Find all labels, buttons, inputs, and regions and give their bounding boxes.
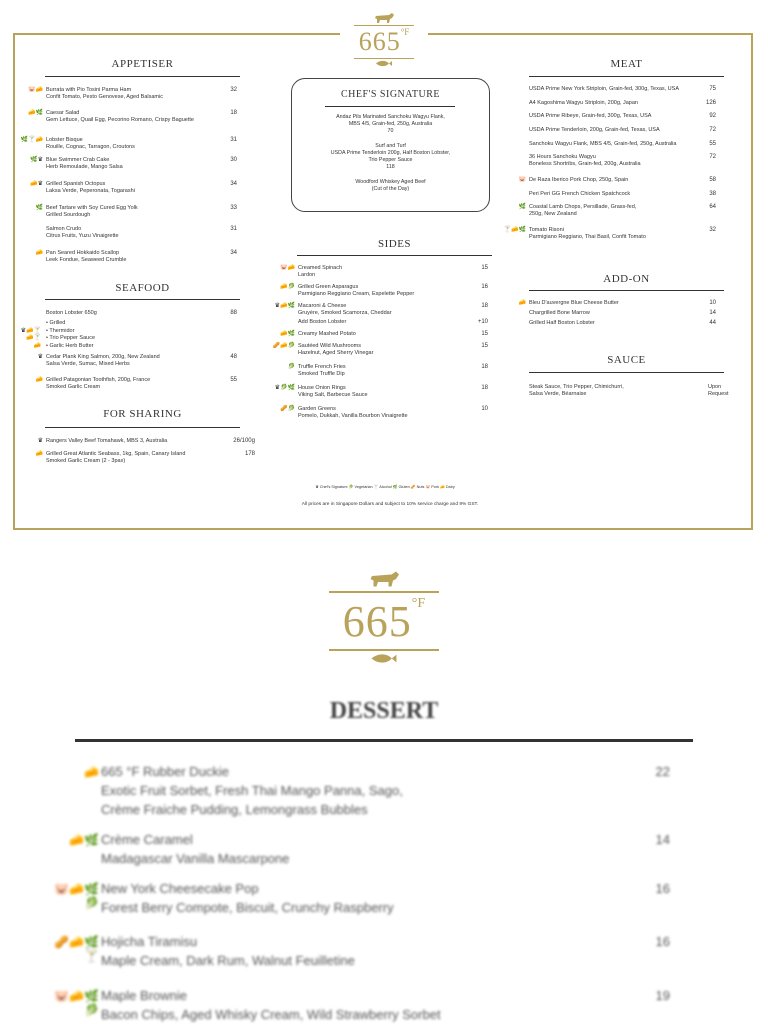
- item-name: Burrata with Pio Tosini Parma Ham: [46, 87, 132, 93]
- item-price: 18: [481, 364, 488, 370]
- item-price: 18: [481, 303, 488, 309]
- lobster-option: • Thermidor: [46, 327, 75, 334]
- item-icons: 🌿♛: [30, 157, 43, 163]
- dessert-item-icons: 🐷🧀🌿🥬: [54, 882, 99, 910]
- logo-top: [340, 12, 428, 74]
- menu-item: [529, 113, 704, 120]
- signature-line: [296, 172, 485, 179]
- item-name: Macaroni & Cheese: [298, 303, 347, 309]
- seafood-heading: SEAFOOD: [115, 282, 170, 294]
- item-desc: Salsa Verde, Sumac, Mixed Herbs: [46, 361, 130, 367]
- dessert-rule: [75, 739, 693, 742]
- item-desc: Smoked Truffle Dip: [298, 371, 345, 377]
- signature-lines: [296, 114, 485, 193]
- signature-heading: CHEF'S SIGNATURE: [341, 89, 440, 100]
- item-desc: Laksa Verde, Peperonata, Togarashi: [46, 188, 135, 194]
- item-icons: 🧀🥬: [280, 284, 295, 290]
- item-price: 10: [481, 406, 488, 412]
- item-desc: Parmigiano Reggiano, Thai Basil, Confit Tomato: [529, 234, 646, 240]
- dessert-item-icons: 🧀: [84, 765, 99, 779]
- signature-line: MBS 4/5, Grain-fed, 250g, Australia: [348, 121, 433, 128]
- item-price: 72: [709, 154, 716, 160]
- item-name: USDA Prime Tenderloin, 200g, Grain-fed, Texas, USA: [529, 127, 660, 133]
- dessert-item-icons: 🐷🧀🌿🥬: [54, 989, 99, 1017]
- dessert-heading: DESSERT: [329, 698, 439, 724]
- item-name: USDA Prime Ribeye, Grain-fed, 300g, Texas, USA: [529, 113, 652, 119]
- item-name: Grilled Patagonian Toothfish, 200g, France: [46, 377, 151, 383]
- item-name: Rangers Valley Beef Tomahawk, MBS 3, Australia: [46, 438, 168, 444]
- item-icons: 🧀♛: [30, 181, 43, 187]
- dessert-item-price: 19: [655, 988, 670, 1003]
- item-desc: Citrus Fruits, Yuzu Vinaigrette: [46, 233, 119, 239]
- item-price: 92: [709, 113, 716, 119]
- item-price: 26/100g: [233, 438, 255, 444]
- item-name: Bleu D'auvergne Blue Cheese Butter: [529, 300, 619, 306]
- item-price: 15: [481, 265, 488, 271]
- item-desc: Viking Salt, Barbecue Sauce: [298, 392, 368, 398]
- item-icons: 🌿: [35, 205, 43, 211]
- signature-line: (Cut of the Day): [371, 186, 410, 193]
- item-name: 36 Hours Sanchoku Wagyu: [529, 154, 596, 160]
- dessert-logo-degree: °F: [411, 596, 426, 611]
- dessert-logo-number: 665: [342, 597, 412, 646]
- item-name: Garden Greens: [298, 406, 336, 412]
- item-desc: Boneless Shortribs, Grain-fed, 200g, Australia: [529, 161, 641, 167]
- item-name: Grilled Spanish Octopus: [46, 181, 106, 187]
- menu-item: [298, 343, 473, 357]
- cow-icon: [373, 12, 395, 24]
- item-desc: Parmigiano Reggiano Cream, Espelette Pepper: [298, 291, 415, 297]
- item-name: A4 Kagoshima Wagyu Striploin, 200g, Japan: [529, 100, 638, 106]
- menu-item: [529, 100, 704, 107]
- menu-item: [529, 141, 704, 148]
- item-name: Peri Peri GG French Chicken Spatchcock: [529, 191, 631, 197]
- dessert-item-price: 22: [655, 764, 670, 779]
- item-price: 178: [244, 451, 255, 457]
- item-name: Sautéed Wild Mushrooms: [298, 343, 361, 349]
- item-price: 32: [709, 227, 716, 233]
- item-desc: Hazelnut, Aged Sherry Vinegar: [298, 350, 374, 356]
- menu-item: [529, 227, 704, 241]
- item-price: 34: [230, 250, 237, 256]
- item-icons: 🥬: [287, 364, 295, 370]
- sauce-line-2: Salsa Verde, Béarnaise: [529, 391, 587, 397]
- fish-icon: [375, 60, 393, 67]
- item-icons: 🧀: [35, 250, 43, 256]
- addon-rule: [529, 290, 724, 291]
- item-price: 16: [481, 284, 488, 290]
- item-name: Caesar Salad: [46, 110, 80, 116]
- signature-line: Trio Pepper Sauce: [368, 157, 413, 164]
- lobster-option: • Grilled: [46, 320, 66, 326]
- lobster-option: • Garlic Herb Butter: [46, 342, 94, 349]
- dessert-item-price: 16: [655, 881, 670, 896]
- item-price: 55: [230, 377, 237, 383]
- menu-item: [46, 181, 231, 195]
- menu-item: [46, 137, 231, 151]
- menu-item: [529, 191, 704, 198]
- menu-item: [46, 438, 231, 445]
- item-desc: 250g, New Zealand: [529, 211, 577, 217]
- item-name: Tomato Risoni: [529, 227, 564, 233]
- addon-heading: ADD-ON: [603, 273, 650, 285]
- logo-degree: °F: [400, 27, 410, 37]
- menu-item: [46, 87, 231, 101]
- menu-item: [529, 300, 704, 307]
- item-icons: 🧀: [35, 377, 43, 383]
- item-name: Creamy Mashed Potato: [298, 331, 356, 337]
- logo-number: 665: [358, 27, 401, 56]
- item-name: USDA Prime New York Striploin, Grain-fed, 300g, Texas, USA: [529, 86, 679, 92]
- item-icons: ♛🧀🌿: [274, 303, 295, 309]
- item-icons: 🐷: [518, 177, 526, 183]
- sides-rule: [297, 255, 492, 256]
- item-price: 38: [709, 191, 716, 197]
- dessert-item-desc: Madagascar Vanilla Mascarpone: [101, 851, 290, 866]
- item-icons: ♛: [37, 354, 43, 360]
- item-name: Salmon Crudo: [46, 226, 82, 232]
- sauce-price-line-1: Upon: [708, 384, 722, 390]
- item-name: Chargrilled Bone Marrow: [529, 310, 590, 316]
- signature-line: 118: [386, 164, 395, 171]
- item-name: Sanchoku Wagyu Flank, MBS 4/5, Grain-fed, 250g, Australia: [529, 141, 677, 147]
- item-desc: Smoked Garlic Cream: [46, 384, 101, 390]
- dessert-item-name: Maple Brownie: [101, 988, 187, 1003]
- menu-item: [46, 205, 231, 219]
- price-footnote: All prices are in Singapore Dollars and subject to 10% service charge and 9% GST.: [301, 502, 479, 507]
- item-price: 34: [230, 181, 237, 187]
- appetiser-heading: APPETISER: [111, 58, 174, 70]
- menu-item: [529, 204, 704, 218]
- item-icons: 🧀🌿: [280, 331, 295, 337]
- item-name: House Onion Rings: [298, 385, 346, 391]
- item-price: 64: [709, 204, 716, 210]
- menu-item: [298, 303, 473, 317]
- dessert-item-name: New York Cheesecake Pop: [101, 881, 259, 896]
- item-price: 31: [230, 137, 237, 143]
- item-icons: 🥜🥬: [280, 406, 295, 412]
- item-icons: 🐷🧀: [280, 265, 295, 271]
- item-desc: Confit Tomato, Pesto Genovese, Aged Balsamic: [46, 94, 163, 100]
- item-price: 18: [481, 385, 488, 391]
- signature-line: USDA Prime Tenderloin 200g, Half Boston Lobster,: [330, 150, 451, 157]
- item-icons: 🌿🍸🧀: [20, 137, 43, 143]
- item-price: 10: [709, 300, 716, 306]
- dessert-item-price: 14: [655, 832, 670, 847]
- menu-item: [298, 331, 473, 338]
- item-icons: ♛🧀🍸: [20, 327, 41, 334]
- menu-item: [46, 451, 231, 465]
- item-icons: 🍸🧀🌿: [503, 227, 526, 233]
- item-icons: 🐷🧀: [28, 87, 43, 93]
- item-desc: Gruyère, Smoked Scamorza, Cheddar: [298, 310, 392, 316]
- dessert-item-icons: 🥜🧀🌿🍸: [54, 935, 99, 963]
- signature-line: [296, 136, 485, 143]
- sauce-text: [529, 384, 699, 398]
- signature-line: Andaz Pils Marinated Sanchoku Wagyu Flank,: [336, 114, 445, 120]
- dessert-item-desc: Forest Berry Compote, Biscuit, Crunchy Raspberry: [101, 900, 394, 915]
- item-name: De Raza Iberico Pork Chop, 250g, Spain: [529, 177, 629, 183]
- dessert-item-name: Hojicha Tiramisu: [101, 934, 198, 949]
- seafood-rule: [45, 299, 240, 300]
- sauce-heading: SAUCE: [607, 354, 646, 366]
- item-price: 18: [230, 110, 237, 116]
- item-desc: Gem Lettuce, Quail Egg, Pecorino Romano, Crispy Baguette: [46, 117, 194, 123]
- icon-legend: ♛ Chef's Signature 🥬 Vegetarian 🍸 Alcohol 🌿 Gluten 🥜 Nuts 🐷 Pork 🧀 Dairy: [315, 485, 455, 489]
- item-price: 126: [705, 100, 716, 106]
- item-icons: 🧀: [33, 342, 41, 349]
- menu-item: [529, 320, 704, 327]
- item-price: 72: [709, 127, 716, 133]
- menu-item: [46, 157, 231, 171]
- item-name: Beef Tartare with Soy Cured Egg Yolk: [46, 205, 138, 211]
- logo-dessert: [324, 570, 444, 682]
- sides-heading: SIDES: [377, 238, 412, 250]
- item-icons: 🧀: [35, 451, 43, 457]
- sharing-heading: FOR SHARING: [103, 408, 182, 420]
- menu-item: [46, 250, 231, 264]
- item-icons: 🥜🧀🥬: [272, 343, 295, 349]
- menu-item: [298, 385, 473, 399]
- fish-icon: [370, 653, 398, 664]
- meat-rule: [529, 76, 724, 77]
- menu-item: [529, 154, 704, 168]
- item-desc: Lardon: [298, 272, 316, 278]
- item-name: Pan Seared Hokkaido Scallop: [46, 250, 120, 256]
- item-name: Cedar Plank King Salmon, 200g, New Zealand: [46, 354, 160, 360]
- item-price: 33: [230, 205, 237, 211]
- menu-item: [298, 319, 473, 326]
- signature-line: Woodford Whiskey Aged Beef: [355, 178, 426, 185]
- item-name: Creamed Spinach: [298, 265, 343, 271]
- item-desc: Rouille, Cognac, Tarragon, Croutons: [46, 144, 135, 150]
- dessert-item-name: 665 °F Rubber Duckie: [101, 764, 230, 779]
- dessert-item-desc: Bacon Chips, Aged Whisky Cream, Wild Strawberry Sorbet: [101, 1007, 441, 1022]
- sauce-line-1: Steak Sauce, Trio Pepper, Chimichurri,: [529, 384, 624, 390]
- item-icons: ♛🥬🌿: [274, 385, 295, 391]
- dessert-item-name: Crème Caramel: [101, 832, 193, 847]
- item-icons: ♛: [37, 438, 43, 444]
- item-desc: Smoked Garlic Cream (2 - 3pax): [46, 458, 126, 464]
- item-name: Grilled Great Atlantic Seabass, 1kg, Spain, Canary Island: [46, 451, 186, 457]
- dessert-item-desc: Maple Cream, Dark Rum, Walnut Feuilletine: [101, 953, 355, 968]
- item-desc: Herb Remoulade, Mango Salsa: [46, 164, 123, 170]
- item-icons: 🧀🌿: [28, 110, 43, 116]
- sauce-rule: [529, 372, 724, 373]
- meat-heading: MEAT: [610, 58, 643, 70]
- item-price: 32: [230, 87, 237, 93]
- menu-item: [298, 284, 473, 298]
- item-price: 30: [230, 157, 237, 163]
- menu-item: [298, 364, 473, 378]
- item-price: 14: [709, 310, 716, 316]
- item-price: +10: [477, 319, 488, 325]
- dessert-item-icons: 🧀🌿: [69, 833, 99, 847]
- item-price: 15: [481, 331, 488, 337]
- menu-item: [46, 377, 231, 391]
- item-name: Blue Swimmer Crab Cake: [46, 157, 110, 163]
- dessert-item-desc: Exotic Fruit Sorbet, Fresh Thai Mango Panna, Sago,: [101, 783, 403, 798]
- item-price: 31: [230, 226, 237, 232]
- menu-item: [46, 226, 231, 240]
- item-icons: 🌿: [518, 204, 526, 210]
- dessert-item-price: 16: [655, 934, 670, 949]
- item-price: 44: [709, 320, 716, 326]
- item-icons: 🧀🍸: [26, 335, 41, 341]
- menu-item: [46, 110, 231, 124]
- cow-icon: [367, 570, 401, 588]
- item-name: Add Boston Lobster: [298, 319, 347, 325]
- item-name: Truffle French Fries: [298, 364, 346, 370]
- sauce-price: [708, 384, 758, 398]
- sharing-rule: [45, 427, 240, 428]
- menu-item: [529, 310, 704, 317]
- signature-line: 70: [387, 128, 394, 135]
- item-desc: Grilled Sourdough: [46, 212, 91, 218]
- menu-item: [529, 127, 704, 134]
- menu-item: [298, 265, 473, 279]
- item-name: Grilled Green Asparagus: [298, 284, 359, 290]
- item-price: 55: [709, 141, 716, 147]
- item-price: 58: [709, 177, 716, 183]
- item-name: Boston Lobster 650g: [46, 310, 97, 316]
- item-name: Grilled Half Boston Lobster: [529, 320, 595, 326]
- item-desc: Leek Fondue, Seaweed Crumble: [46, 257, 127, 263]
- item-icons: 🧀: [518, 300, 526, 306]
- appetiser-rule: [45, 76, 240, 77]
- item-name: Coastal Lamb Chops, Persillade, Grass-fed,: [529, 204, 637, 210]
- item-price: 75: [709, 86, 716, 92]
- dessert-item-desc: Crème Fraiche Pudding, Lemongrass Bubbles: [101, 802, 368, 817]
- sauce-price-line-2: Request: [708, 391, 729, 397]
- menu-item: [529, 177, 704, 184]
- menu-item: [46, 310, 231, 317]
- lobster-option: • Trio Pepper Sauce: [46, 335, 96, 341]
- signature-line: Surf and Turf: [375, 142, 406, 149]
- item-name: Lobster Bisque: [46, 137, 83, 143]
- signature-rule: [325, 106, 455, 107]
- item-price: 15: [481, 343, 488, 349]
- item-desc: Pomelo, Dukkah, Vanilla Bourbon Vinaigrette: [298, 413, 408, 419]
- menu-item: [298, 406, 473, 420]
- item-price: 48: [230, 354, 237, 360]
- menu-item: [46, 354, 231, 368]
- item-price: 88: [230, 310, 237, 316]
- menu-item: [529, 86, 704, 93]
